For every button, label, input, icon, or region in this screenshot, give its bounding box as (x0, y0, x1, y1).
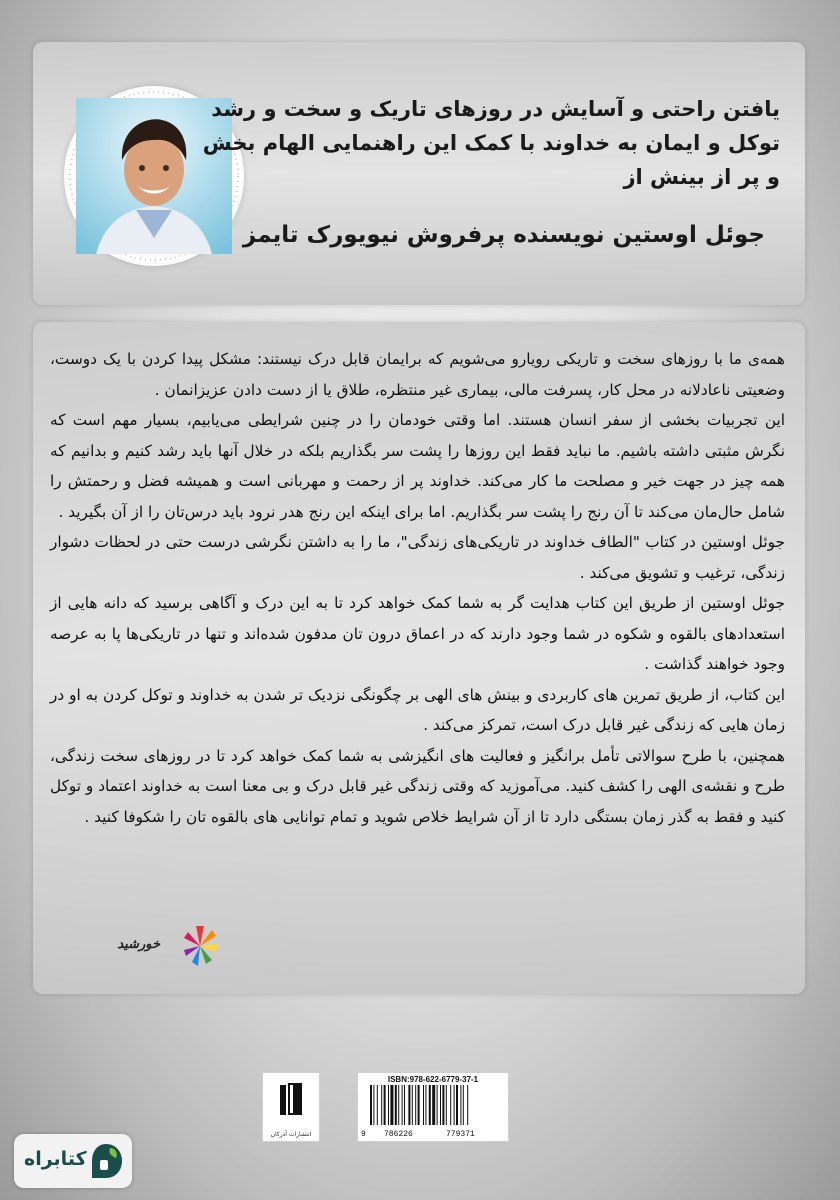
book-description (50, 344, 785, 832)
publisher-logo-text: خورشید (117, 937, 160, 952)
author-portrait (76, 98, 232, 254)
barcode-bar (370, 1085, 372, 1125)
book-icon (263, 1073, 319, 1129)
publisher-emblem-label: انتشارات آذرکان (270, 1131, 312, 1138)
barcode-bar (425, 1085, 426, 1125)
barcode-digit-group: 786226 (384, 1130, 413, 1139)
barcode-bar (377, 1085, 378, 1125)
description-paragraph: همچنین، با طرح سوالاتی تأمل برانگیز و فعالیت های انگیزشی به شما کمک خواهد کرد تا در روزهای سخت زندگی، طرح و نقشه‌ی الهی را کشف کنید. می‌آموزید که وقتی زندگی غیر قابل درک و بی معنا است به خداوند اعتماد و توکل کنید و فقط به گذر زمان بستگی دارد تا از آن شرایط خلاص شوید و تمام توانایی های بالقوه تان را شکوفا کنید . (50, 746, 785, 826)
barcode-bar (418, 1085, 420, 1125)
barcode-bar (402, 1085, 403, 1125)
description-paragraph: این کتاب، از طریق تمرین های کاربردی و بینش های الهی بر چگونگی نزدیک تر شدن به خداوند و توکل کردن به او در زمان هایی که زندگی غیر قابل درک است، تمرکز می‌کند . (50, 685, 785, 734)
barcode-bar (415, 1085, 416, 1125)
barcode-bar (446, 1085, 447, 1125)
barcode-bar (398, 1085, 399, 1125)
watermark-badge (14, 1134, 132, 1188)
barcode-bar (460, 1085, 461, 1125)
description-paragraph: این تجربیات بخشی از سفر انسان هستند. اما وقتی خودمان را در چنین شرایطی می‌یابیم، بسیار مهم است که نگرش مثبتی داشته باشیم. ما نباید فقط این روزها را پشت سر بگذاریم بلکه در خلال آنها باید رشد کنیم و بدانیم که همه چیز در جهت خیر و مصلحت ما کار می‌کند. خداوند پر از رحمت و مهربانی است و همیشه فضل و رحمتش را شامل حال‌مان می‌کند تا آن رنج را پشت سر بگذاریم. اما برای اینکه این رنج هدر نرود باید درس‌تان را از آن بگیرید . (50, 411, 785, 521)
barcode-bar (390, 1085, 393, 1125)
author-credit: جوئل اوستین نویسنده پرفروش نیویورک تایمز (242, 222, 765, 248)
barcode-bar (440, 1085, 441, 1125)
barcode-bar (384, 1085, 386, 1125)
barcode-bar (442, 1085, 444, 1125)
barcode-digit-group: 779371 (446, 1130, 475, 1139)
barcode-bar (437, 1085, 438, 1125)
ketabrah-logo-icon (88, 1142, 124, 1180)
description-paragraph: جوئل اوستین از طریق این کتاب هدایت گر به شما کمک خواهد کرد تا به این درک و آگاهی برسید که دانه هایی از استعدادهای بالقوه و شکوه در شما وجود دارند که در اعماق درون تان مدفون شده‌اند و تنها در تاریکی‌ها پا به عرصه وجود خواهند گذاشت . (50, 594, 785, 673)
barcode-bar (373, 1085, 374, 1125)
isbn-label: ISBN:978-622-6779-37-1 (387, 1075, 479, 1084)
description-paragraph: همه‌ی ما با روزهای سخت و تاریکی رویارو می‌شویم که برایمان قابل درک نیستند: مشکل پیدا کردن با یک دوست، وضعیتی ناعادلانه در محل کار، پسرفت مالی، بیماری غیر منتظره، طلاق یا از دست دادن عزیزانمان . (50, 350, 785, 399)
barcode-bar (412, 1085, 413, 1125)
isbn-barcode (357, 1072, 509, 1142)
watermark-text: کتابراه (24, 1148, 87, 1170)
tagline-line: یافتن راحتی و آسایش در روزهای تاریک و سخت و رشد (211, 97, 780, 121)
barcode-bar (404, 1085, 405, 1125)
publisher-logo (117, 918, 218, 972)
barcode-bar (432, 1085, 435, 1125)
barcode-bar (450, 1085, 451, 1125)
barcode-bar (463, 1085, 464, 1125)
barcode-bar (456, 1085, 458, 1125)
barcode-bar (395, 1085, 397, 1125)
barcode-bar (423, 1085, 424, 1125)
barcode-bar (388, 1085, 389, 1125)
book-tagline (202, 92, 780, 194)
barcode-bar (429, 1085, 431, 1125)
publisher-emblem (262, 1072, 320, 1142)
barcode-bar (408, 1085, 410, 1125)
barcode-bar (467, 1085, 468, 1125)
tagline-line: و پر از بینش از (623, 165, 780, 189)
barcode-digit-first: 9 (361, 1130, 366, 1139)
barcode-bar (381, 1085, 382, 1125)
barcode-bar (454, 1085, 455, 1125)
barcode-icon (370, 1085, 496, 1129)
tagline-line: توکل و ایمان به خداوند با کمک این راهنمایی الهام بخش (202, 131, 780, 155)
description-paragraph: جوئل اوستین در کتاب "الطاف خداوند در تاریکی‌های زندگی"، ما را به داشتن نگرشی درست حتی در لحظات دشوار زندگی، ترغیب و تشویق می‌کند . (50, 533, 785, 582)
